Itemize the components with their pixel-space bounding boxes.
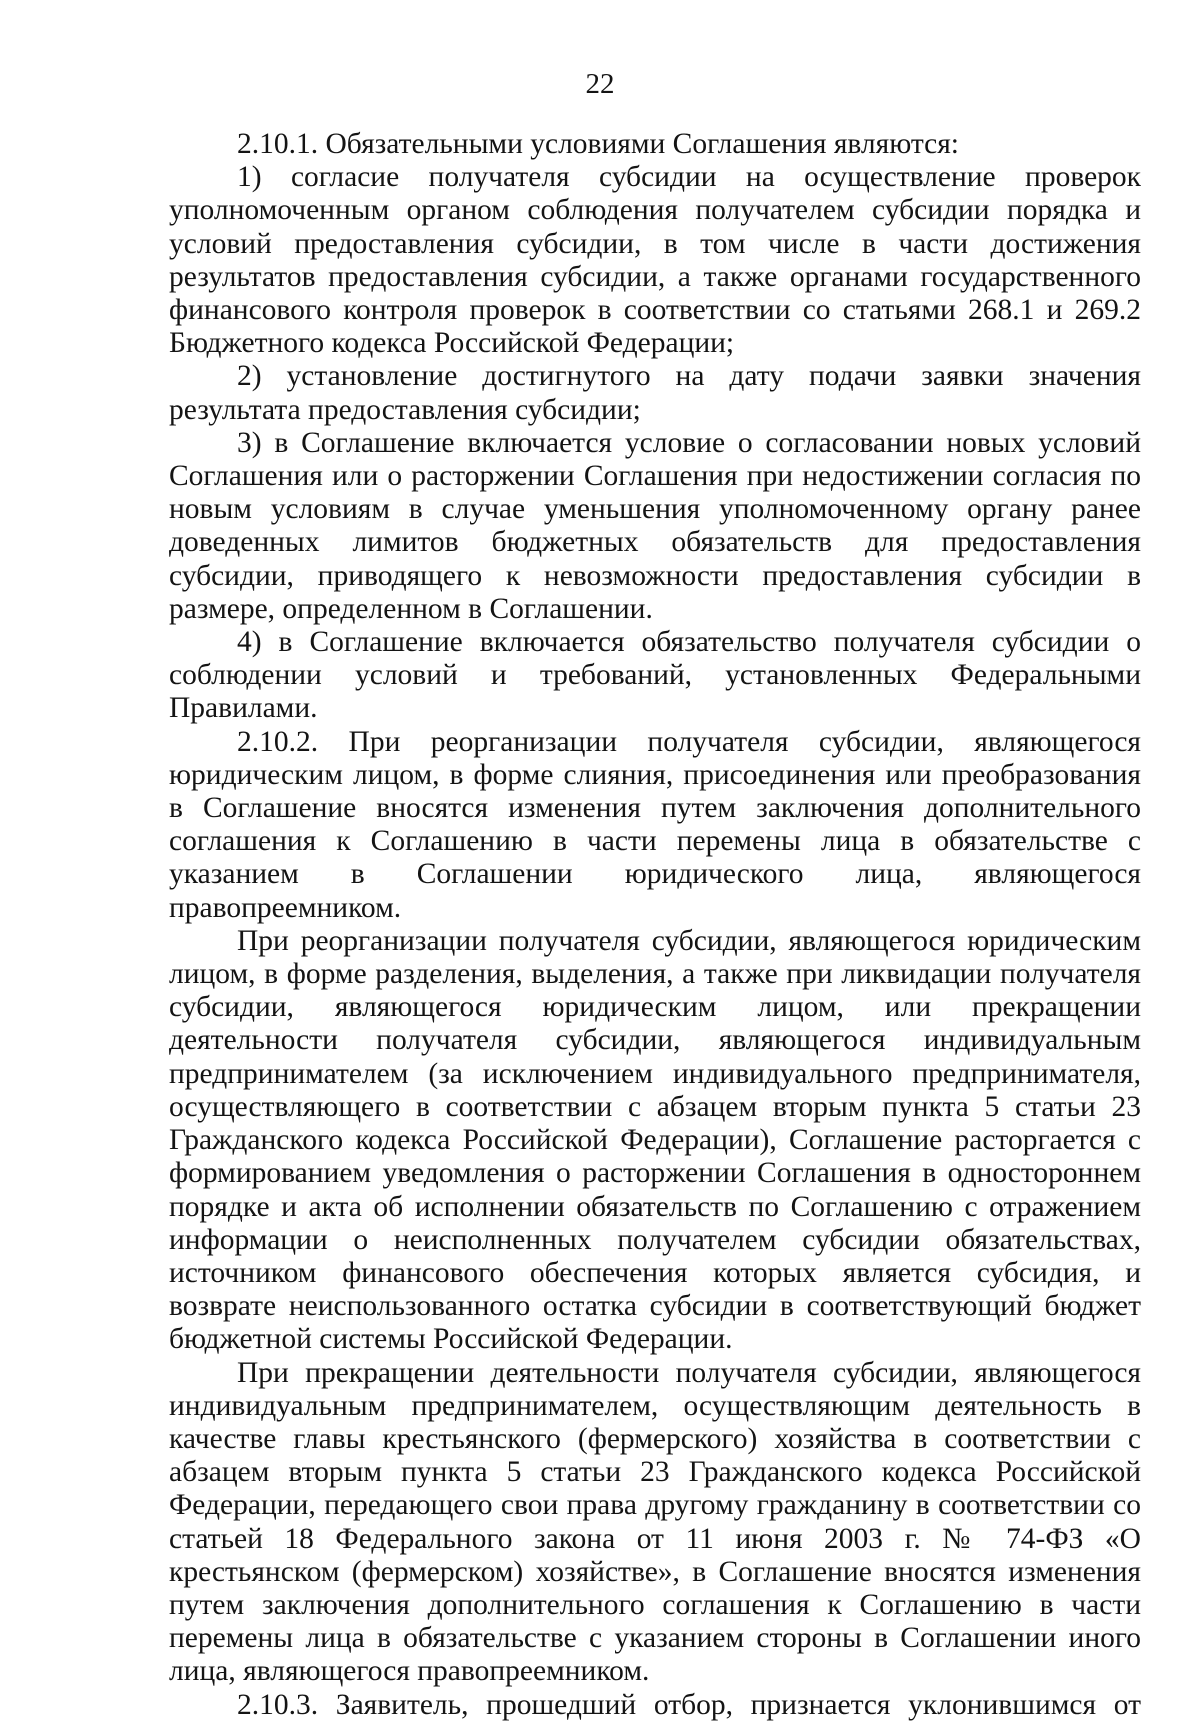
page-number: 22	[585, 68, 615, 100]
clause-2-10-3: 2.10.3. Заявитель, прошедший отбор, признается уклонившимся от	[237, 1688, 1141, 1721]
document-body	[169, 128, 1141, 1722]
clause-2-10-2: 2.10.2. При реорганизации получателя субсидии, являющегося юридическим лицом, в форме слияния, присоединения или преобразования в Соглашение вносятся изменения путем заключения дополнительного соглашения к Соглашению в части перемены лица в обязательстве с указанием в Соглашении юридического лица, являющегося правопреемником.	[169, 725, 1141, 924]
clause-2-10-1-item-3: 3) в Соглашение включается условие о согласовании новых условий Соглашения или о расторжении Соглашения при недостижении согласия по новым условиям в случае уменьшения уполномоченному органу ранее доведенных лимитов бюджетных обязательств для предоставления субсидии, приводящего к невозможности предоставления субсидии в размере, определенном в Соглашении.	[169, 426, 1141, 625]
clause-2-10-1-item-2: 2) установление достигнутого на дату подачи заявки значения результата предоставления субсидии;	[169, 360, 1141, 426]
paragraph-termination: При прекращении деятельности получателя субсидии, являющегося индивидуальным предпринимателем, осуществляющим деятельность в качестве главы крестьянского (фермерского) хозяйства в соответствии с абзацем вторым пункта 5 статьи 23 Гражданского кодекса Российской Федерации, передающего свои права другому гражданину в соответствии со статьей 18 Федерального закона от 11 июня 2003 г. № 74-ФЗ «О крестьянском (фермерском) хозяйстве», в Соглашение вносятся изменения путем заключения дополнительного соглашения к Соглашению в части перемены лица в обязательстве с указанием стороны в Соглашении иного лица, являющегося правопреемником.	[169, 1356, 1141, 1688]
paragraph-reorganization: При реорганизации получателя субсидии, являющегося юридическим лицом, в форме разделения, выделения, а также при ликвидации получателя субсидии, являющегося юридическим лицом, или прекращении деятельности получателя субсидии, являющегося индивидуальным предпринимателем (за исключением индивидуального предпринимателя, осуществляющего в соответствии с абзацем вторым пункта 5 статьи 23 Гражданского кодекса Российской Федерации), Соглашение расторгается с формированием уведомления о расторжении Соглашения в одностороннем порядке и акта об исполнении обязательств по Соглашению с отражением информации о неисполненных получателем субсидии обязательствах, источником финансового обеспечения которых является субсидия, и возврате неиспользованного остатка субсидии в соответствующий бюджет бюджетной системы Российской Федерации.	[169, 924, 1141, 1356]
clause-2-10-1-item-1: 1) согласие получателя субсидии на осуществление проверок уполномоченным органом соблюдения получателем субсидии порядка и условий предоставления субсидии, в том числе в части достижения результатов предоставления субсидии, а также органами государственного финансового контроля проверок в соответствии со статьями 268.1 и 269.2 Бюджетного кодекса Российской Федерации;	[169, 161, 1141, 360]
clause-2-10-1-item-4: 4) в Соглашение включается обязательство получателя субсидии о соблюдении условий и требований, установленных Федеральными Правилами.	[169, 626, 1141, 725]
clause-2-10-1-heading: 2.10.1. Обязательными условиями Соглашения являются:	[237, 128, 959, 160]
